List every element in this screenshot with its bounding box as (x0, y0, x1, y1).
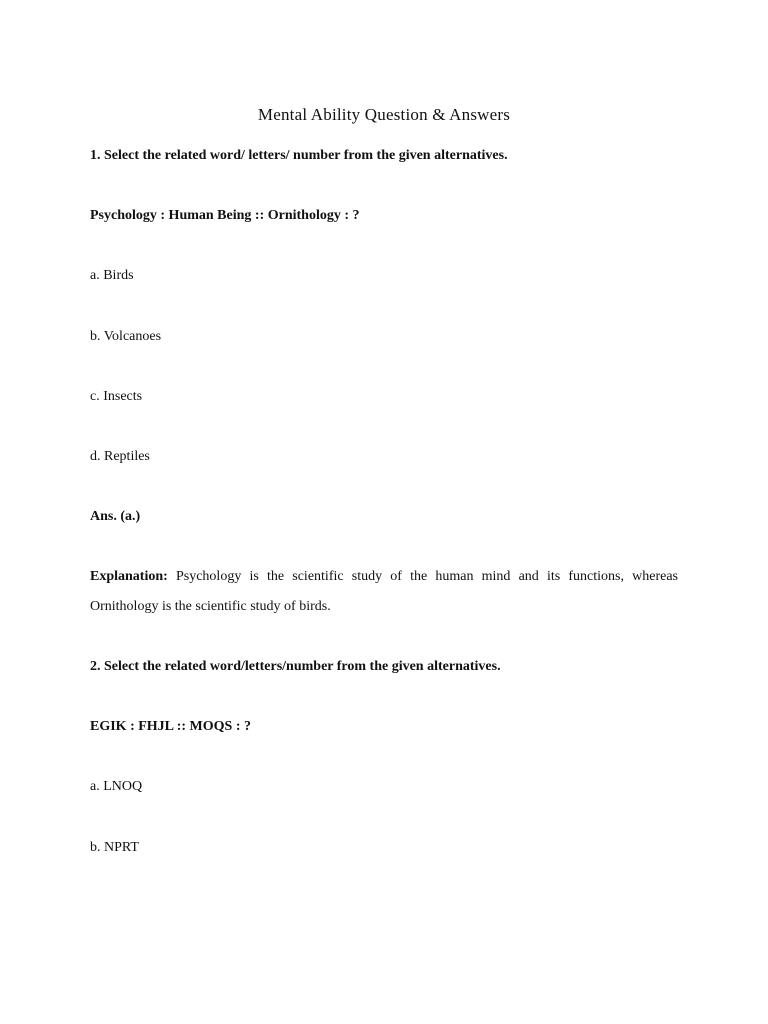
question-1-option-c: c. Insects (90, 389, 143, 404)
question-2-option-a: a. LNOQ (90, 779, 143, 794)
question-2-analogy: EGIK : FHJL :: MOQS : ? (90, 719, 251, 734)
question-1-explanation-line-1 (90, 567, 678, 587)
question-1-option-a: a. Birds (90, 268, 134, 283)
question-1-option-b: b. Volcanoes (90, 329, 162, 344)
question-1-prompt: 1. Select the related word/ letters/ number from the given alternatives. (90, 148, 508, 163)
question-1-answer: Ans. (a.) (90, 509, 141, 524)
question-2-option-b: b. NPRT (90, 840, 139, 855)
question-1-explanation-line-2: Ornithology is the scientific study of birds. (90, 599, 331, 614)
page-title: Mental Ability Question & Answers (257, 105, 511, 124)
explanation-text-1: Psychology is the scientific study of the human mind and its functions, whereas (175, 569, 679, 584)
question-1-option-d: d. Reptiles (90, 449, 150, 464)
explanation-label: Explanation: (90, 569, 168, 584)
question-1-analogy: Psychology : Human Being :: Ornithology : ? (90, 208, 360, 223)
question-2-prompt: 2. Select the related word/letters/number from the given alternatives. (90, 659, 501, 674)
